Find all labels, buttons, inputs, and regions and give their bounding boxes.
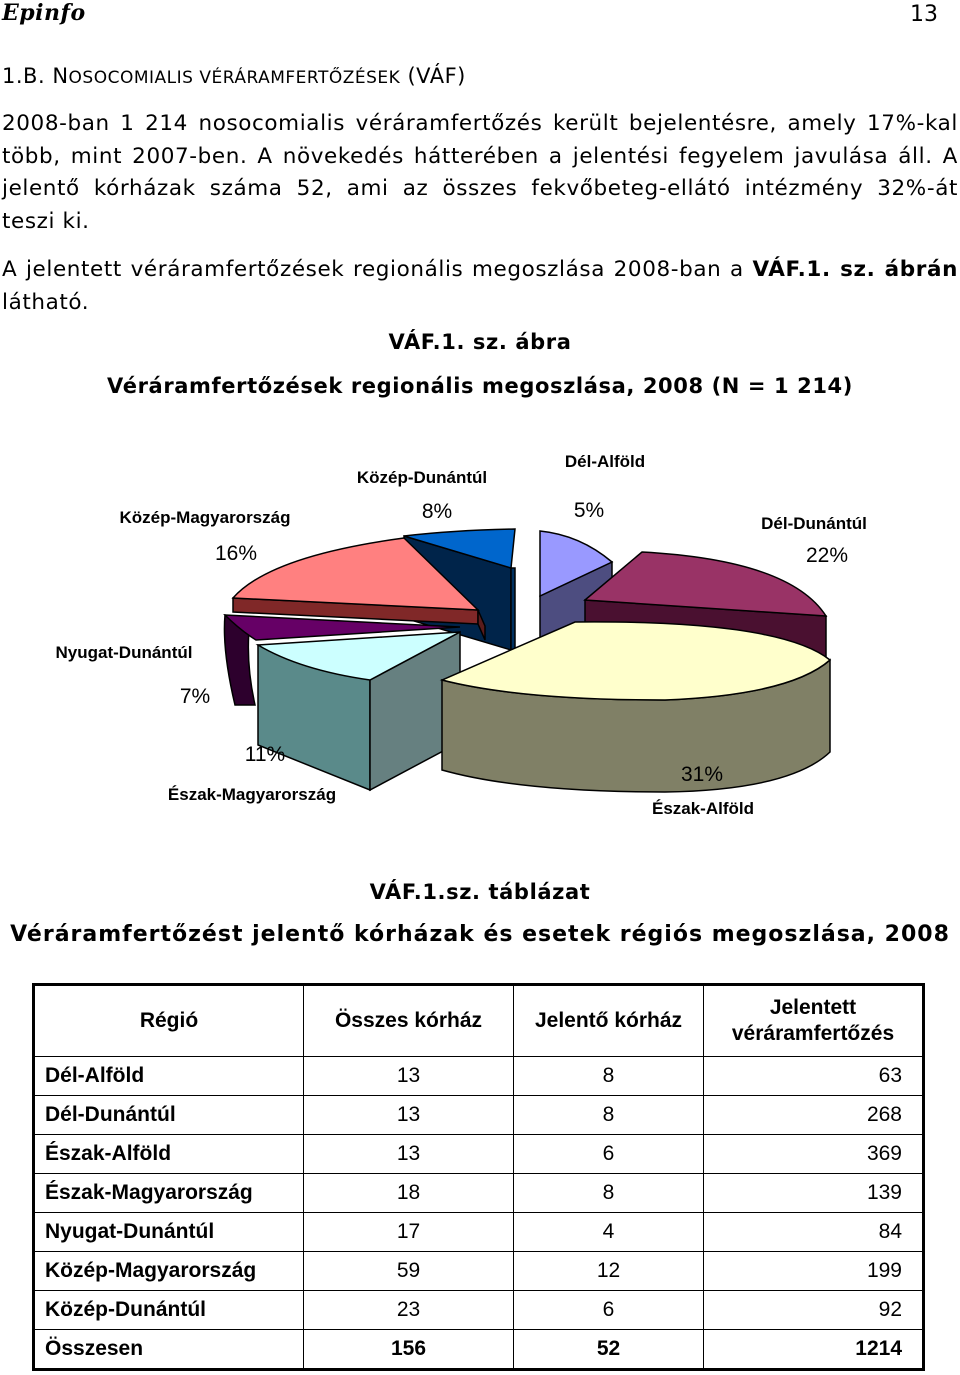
- section-title-rest: OSOCOMIALIS VÉRÁRAMFERTŐZÉSEK: [68, 68, 401, 88]
- table-title: Véráramfertőzést jelentő kórházak és esetek régiós megoszlása, 2008: [10, 922, 950, 947]
- pct-del-dunantul: 22%: [805, 544, 849, 567]
- header-reported-infections: Jelentett véráramfertőzés: [704, 985, 924, 1057]
- section-number: 1.B.: [2, 64, 46, 88]
- cell-region: Dél-Alföld: [34, 1057, 304, 1096]
- cell-reporting-hospitals: 4: [514, 1213, 704, 1252]
- cell-region: Észak-Alföld: [34, 1135, 304, 1174]
- page-number: 13: [910, 2, 938, 27]
- cell-total-hospitals: 59: [304, 1252, 514, 1291]
- cell-reported-infections: 92: [704, 1291, 924, 1330]
- cell-reported-infections: 139: [704, 1174, 924, 1213]
- pct-eszak-alfold: 31%: [680, 763, 724, 786]
- table-row: [34, 1213, 924, 1252]
- paragraph-2-text-b: látható.: [2, 289, 90, 315]
- table-row: [34, 1135, 924, 1174]
- cell-reporting-hospitals: 52: [514, 1330, 704, 1370]
- cell-region: Összesen: [34, 1330, 304, 1370]
- cell-reporting-hospitals: 6: [514, 1291, 704, 1330]
- cell-reported-infections: 199: [704, 1252, 924, 1291]
- cell-reporting-hospitals: 8: [514, 1057, 704, 1096]
- label-eszak-alfold: Észak-Alföld: [651, 799, 755, 818]
- cell-total-hospitals: 13: [304, 1096, 514, 1135]
- slice-eszak-magyarorszag: [258, 632, 460, 790]
- pct-kozep-magyarorszag: 16%: [214, 542, 258, 565]
- header-total-hospitals: Összes kórház: [304, 985, 514, 1057]
- section-title-initial: N: [52, 64, 69, 88]
- table-row: [34, 1291, 924, 1330]
- pct-nyugat-dunantul: 7%: [179, 685, 211, 708]
- figure-reference: VÁF.1. sz. ábrán: [752, 257, 958, 282]
- cell-total-hospitals: 23: [304, 1291, 514, 1330]
- cell-total-hospitals: 13: [304, 1057, 514, 1096]
- table-row: [34, 1174, 924, 1213]
- cell-reporting-hospitals: 6: [514, 1135, 704, 1174]
- header-reporting-hospitals: Jelentő kórház: [514, 985, 704, 1057]
- label-eszak-magyarorszag: Észak-Magyarország: [167, 785, 337, 804]
- table-wrapper: [32, 983, 925, 1371]
- header-region: Régió: [34, 985, 304, 1057]
- cell-reported-infections: 84: [704, 1213, 924, 1252]
- figure-title: Véráramfertőzések regionális megoszlása, 2008 (N = 1 214): [107, 374, 853, 398]
- cell-reported-infections: 1214: [704, 1330, 924, 1370]
- cell-reporting-hospitals: 8: [514, 1174, 704, 1213]
- paragraph-1: 2008-ban 1 214 nosocomialis véráramfertőzés került bejelentésre, amely 17%-kal több, mint 2007-ben. A növekedés hátterében a jelentési fegyelem javulása áll. A jelentő kórházak száma 52, ami az összes fekvőbeteg-ellátó intézmény 32%-át teszi ki.: [2, 111, 958, 234]
- epinfo-logo: Epinfo: [2, 0, 86, 26]
- table-total-row: [34, 1330, 924, 1370]
- cell-region: Dél-Dunántúl: [34, 1096, 304, 1135]
- cell-total-hospitals: 17: [304, 1213, 514, 1252]
- table-row: [34, 1057, 924, 1096]
- cell-region: Közép-Dunántúl: [34, 1291, 304, 1330]
- cell-total-hospitals: 13: [304, 1135, 514, 1174]
- cell-reported-infections: 268: [704, 1096, 924, 1135]
- table-row: [34, 1252, 924, 1291]
- pie-chart: [0, 430, 960, 830]
- cell-reporting-hospitals: 12: [514, 1252, 704, 1291]
- table-row: [34, 1096, 924, 1135]
- cell-reported-infections: 63: [704, 1057, 924, 1096]
- paragraph-2-text-a: A jelentett véráramfertőzések regionális megoszlása 2008-ban a: [2, 257, 753, 282]
- section-title: [2, 64, 466, 88]
- paragraph-2: [2, 254, 958, 319]
- pct-del-alfold: 5%: [573, 499, 605, 522]
- label-del-alfold: Dél-Alföld: [564, 452, 646, 471]
- cell-reported-infections: 369: [704, 1135, 924, 1174]
- figure-label: VÁF.1. sz. ábra: [388, 330, 572, 354]
- table-label: VÁF.1.sz. táblázat: [369, 880, 591, 904]
- pct-kozep-dunantul: 8%: [421, 500, 453, 523]
- section-abbr: (VÁF): [407, 64, 466, 88]
- label-nyugat-dunantul: Nyugat-Dunántúl: [55, 643, 193, 662]
- cell-region: Észak-Magyarország: [34, 1174, 304, 1213]
- label-kozep-dunantul: Közép-Dunántúl: [356, 468, 488, 487]
- table-header-row: [34, 985, 924, 1057]
- cell-reporting-hospitals: 8: [514, 1096, 704, 1135]
- cell-total-hospitals: 156: [304, 1330, 514, 1370]
- region-table: [32, 983, 925, 1371]
- pct-eszak-magyarorszag: 11%: [244, 743, 286, 766]
- cell-region: Közép-Magyarország: [34, 1252, 304, 1291]
- label-del-dunantul: Dél-Dunántúl: [761, 514, 867, 533]
- label-kozep-magyarorszag: Közép-Magyarország: [119, 508, 291, 527]
- cell-region: Nyugat-Dunántúl: [34, 1213, 304, 1252]
- cell-total-hospitals: 18: [304, 1174, 514, 1213]
